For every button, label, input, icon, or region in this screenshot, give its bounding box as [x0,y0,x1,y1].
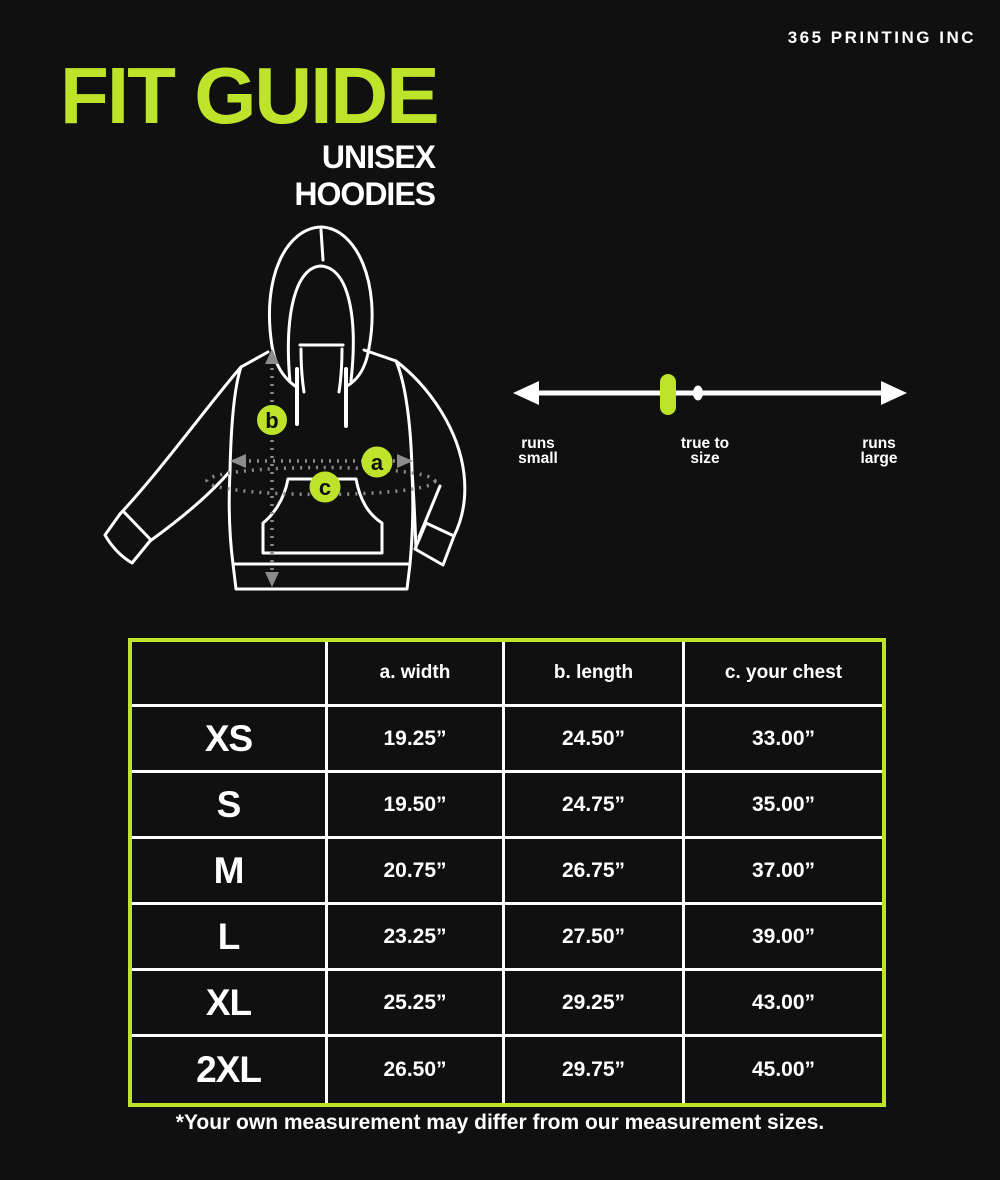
width-value: 26.50” [328,1037,505,1103]
hoodie-outline [105,227,465,589]
chest-value: 39.00” [685,905,882,971]
scale-label-runs-small [505,436,571,466]
sleeve-left-under [150,471,230,541]
sleeve-left-cuff [105,514,150,563]
size-label: XL [132,971,328,1037]
size-chart-table [128,638,886,1107]
width-value: 23.25” [328,905,505,971]
col-header-blank [132,642,328,707]
scale-label-line: small [518,450,558,467]
length-value: 24.75” [505,773,685,839]
scale-arrow-right [881,381,907,405]
scale-label-line: large [860,450,898,467]
chest-value: 43.00” [685,971,882,1037]
chest-value: 35.00” [685,773,882,839]
chest-value: 45.00” [751,1058,816,1081]
hoodie-diagram [100,218,480,598]
badge-a-letter: a [370,450,384,475]
col-header-chest: c. your chest [685,642,882,707]
length-value: 29.75” [505,1037,685,1103]
scale-label-line: runs [862,435,896,452]
measurement-disclaimer: *Your own measurement may differ from our measurement sizes. [175,1111,825,1134]
length-value: 26.75” [505,839,685,905]
measurement-guides [207,360,435,576]
fit-marker-pill [660,374,676,415]
length-value: 29.25” [505,971,685,1037]
width-value: 20.75” [328,839,505,905]
sleeve-left-cuff-seam [123,511,150,539]
collar-leg-right [339,349,342,392]
length-value: 24.50” [505,707,685,773]
scale-center-dot [693,386,703,401]
hood-split-seam [321,230,323,260]
scale-label-line: size [690,450,720,467]
badge-c-letter: c [318,475,332,500]
chest-value: 37.00” [685,839,882,905]
col-header-length: b. length [505,642,685,707]
width-value: 19.25” [328,707,505,773]
hood-bottom-left [272,346,295,386]
arrow-down [265,572,279,587]
scale-arrow-left [513,381,539,405]
size-label: XS [132,707,328,773]
chest-value: 33.00” [685,707,882,773]
fit-scale [505,368,915,418]
page-subtitle: UNISEX HOODIES [294,139,435,212]
brand-name: 365 PRINTING INC [787,28,976,47]
hood-opening [288,266,353,382]
size-label: 2XL [132,1037,328,1103]
scale-label-line: runs [521,435,555,452]
collar-leg-left [301,349,304,392]
width-value: 25.25” [328,971,505,1037]
col-header-width: a. width [328,642,505,707]
page-title: FIT GUIDE [60,51,438,140]
scale-label-runs-large [846,436,912,466]
length-value: 27.50” [505,905,685,971]
sleeve-left-outer [120,367,241,514]
badge-b-letter: b [265,408,279,433]
waistband [233,564,410,589]
width-value: 19.50” [328,773,505,839]
size-label: L [132,905,328,971]
scale-label-line: true to [680,435,730,452]
arrow-left [230,454,246,468]
scale-label-true-to-size [663,436,747,466]
size-label: M [132,839,328,905]
measure-badges [257,405,393,503]
size-label: S [132,773,328,839]
